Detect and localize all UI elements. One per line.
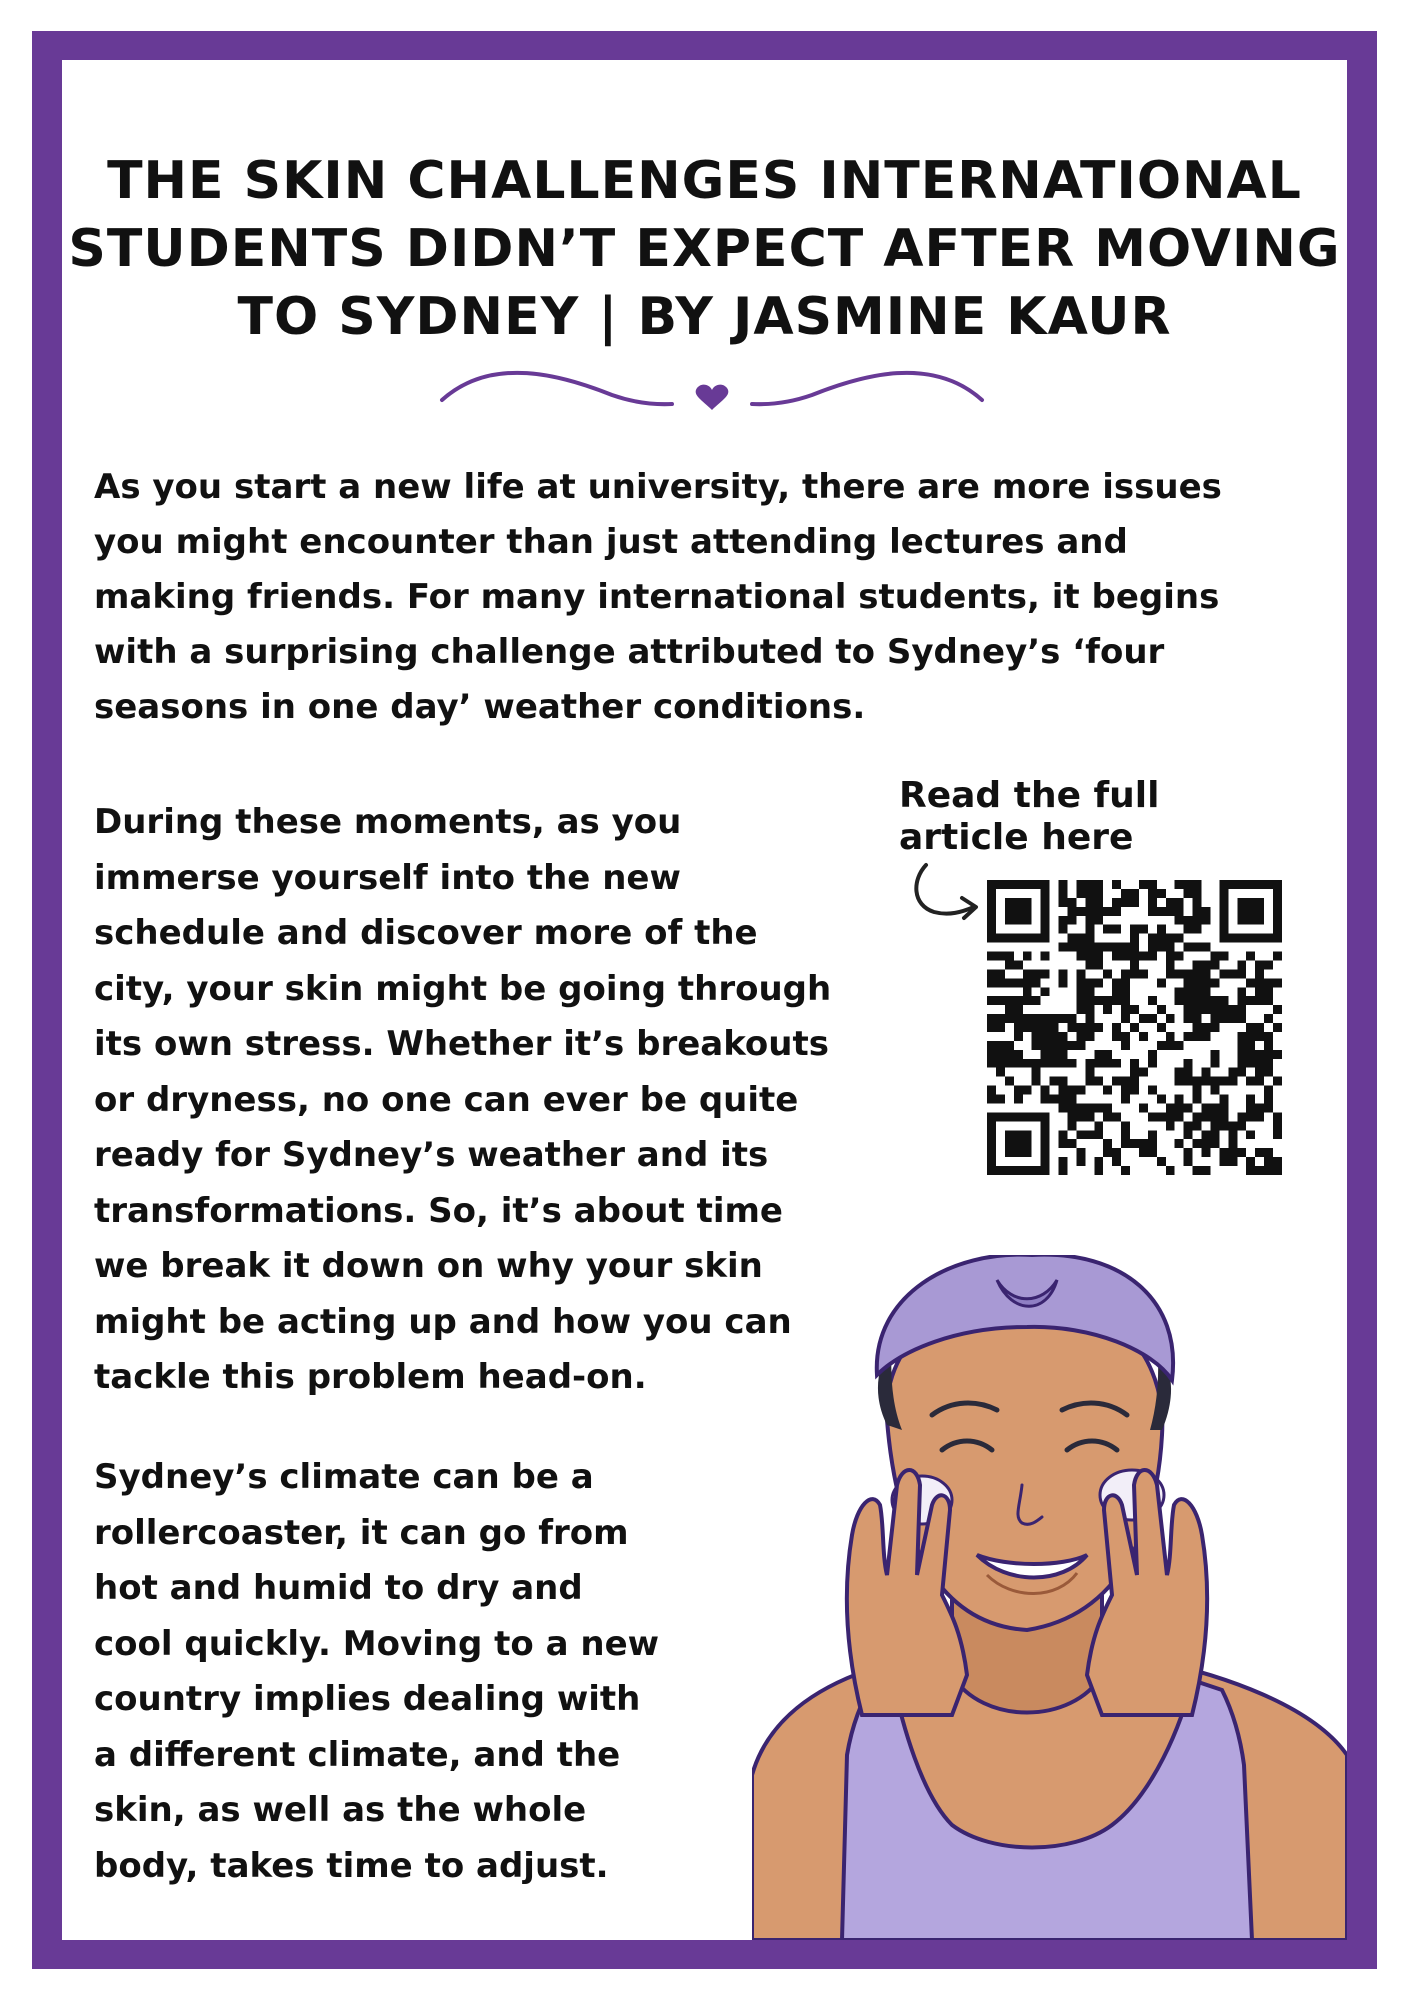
text-line: schedule and discover more of the	[94, 913, 758, 953]
text-line: Sydney’s climate can be a	[94, 1457, 594, 1497]
text-line: you might encounter than just attending lectures and	[94, 522, 1128, 562]
skincare-woman-illustration	[752, 1255, 1347, 1940]
text-line: hot and humid to dry and	[94, 1568, 583, 1608]
text-line: its own stress. Whether it’s breakouts	[94, 1024, 829, 1064]
title-line: TO SYDNEY | BY JASMINE KAUR	[237, 286, 1172, 347]
text-line: seasons in one day’ weather conditions.	[94, 687, 866, 727]
text-line: immerse yourself into the new	[94, 857, 681, 898]
qr-code[interactable]	[987, 880, 1282, 1175]
climate-paragraph	[94, 1450, 714, 1894]
article-title	[62, 147, 1347, 351]
heart-icon	[696, 385, 729, 410]
title-line: STUDENTS DIDN’T EXPECT AFTER MOVING	[68, 218, 1341, 279]
text-line: During these moments, as you	[94, 802, 682, 842]
text-line: transformations. So, it’s about time	[94, 1190, 783, 1231]
caption-line: article here	[899, 817, 1134, 858]
text-line: a different climate, and the	[94, 1734, 621, 1775]
heart-divider	[412, 360, 1012, 430]
text-line: country implies dealing with	[94, 1679, 641, 1719]
text-line: tackle this problem head-on.	[94, 1357, 647, 1397]
text-line: or dryness, no one can ever be quite	[94, 1079, 799, 1120]
text-line: skin, as well as the whole	[94, 1790, 587, 1830]
text-line: body, takes time to adjust.	[94, 1845, 609, 1886]
intro-paragraph	[94, 460, 1324, 735]
title-line: THE SKIN CHALLENGES INTERNATIONAL	[107, 150, 1302, 211]
text-line: with a surprising challenge attributed to Sydney’s ‘four	[94, 632, 1165, 672]
caption-line: Read the full	[899, 775, 1160, 816]
text-line: making friends. For many international students, it begins	[94, 577, 1220, 617]
text-line: might be acting up and how you can	[94, 1301, 792, 1342]
text-line: rollercoaster, it can go from	[94, 1512, 629, 1553]
curved-arrow-icon	[904, 860, 984, 935]
text-line: we break it down on why your skin	[94, 1246, 763, 1286]
qr-caption	[899, 775, 1160, 859]
page	[62, 60, 1347, 1940]
text-line: city, your skin might be going through	[94, 968, 832, 1009]
text-line: cool quickly. Moving to a new	[94, 1623, 660, 1664]
text-line: As you start a new life at university, there are more issues	[94, 467, 1222, 507]
text-line: ready for Sydney’s weather and its	[94, 1135, 769, 1175]
